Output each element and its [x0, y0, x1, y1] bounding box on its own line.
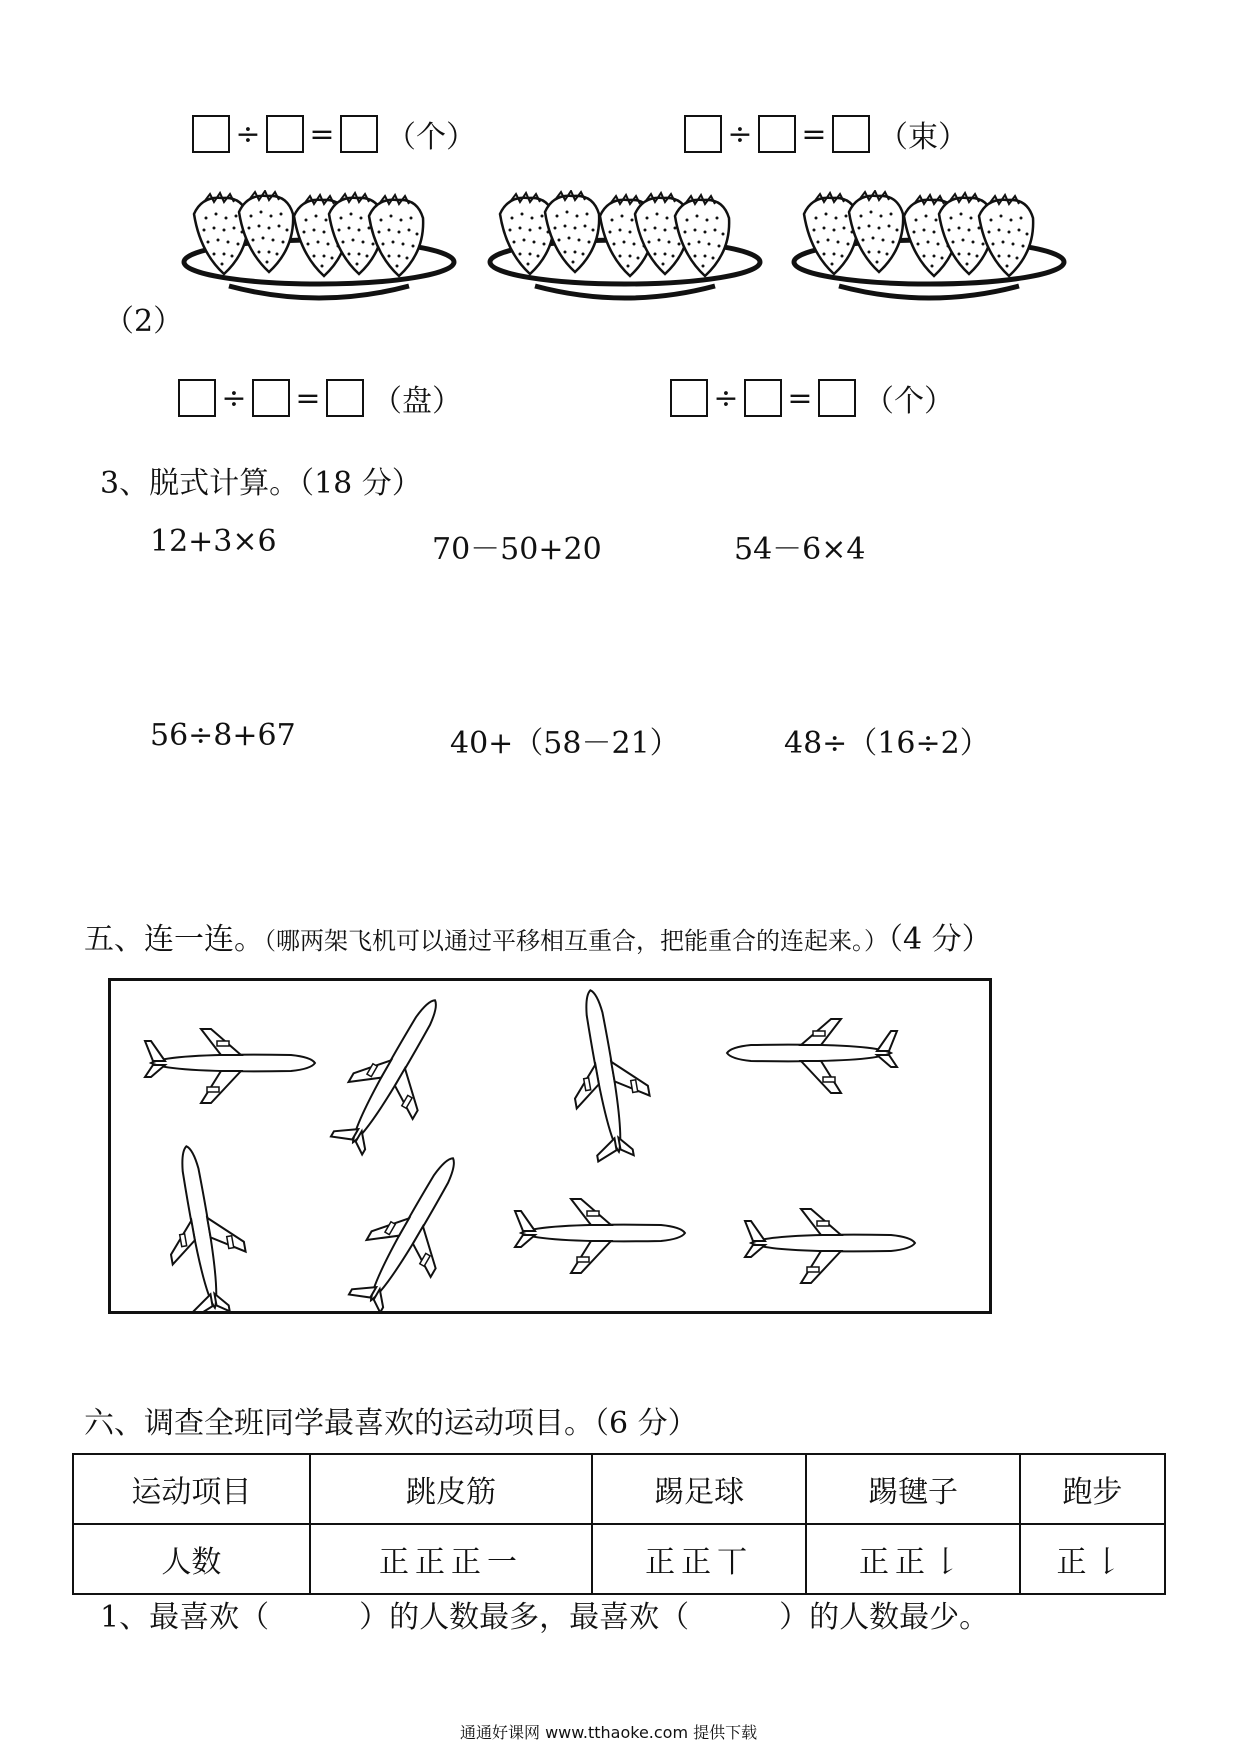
- answer-box[interactable]: [670, 379, 708, 417]
- division-equation-2: ÷ = （束）: [684, 112, 968, 156]
- answer-box[interactable]: [684, 115, 722, 153]
- section5-title: 五、连一连。: [84, 922, 264, 957]
- table-header-row: [73, 1454, 1165, 1524]
- unit-label: （盘）: [372, 384, 462, 419]
- section5-score: （4 分）: [888, 922, 992, 957]
- section5-heading: [84, 914, 992, 958]
- section6-question-1: 1、最喜欢（ ）的人数最多，最喜欢（ ）的人数最少。: [100, 1600, 990, 1635]
- calc-expression: 56÷8+67: [150, 718, 296, 753]
- airplane-3[interactable]: [557, 983, 659, 1163]
- calc-expression: 12+3×6: [150, 524, 277, 559]
- table-header-cell: 运动项目: [73, 1454, 310, 1524]
- answer-box[interactable]: [252, 379, 290, 417]
- airplane-5[interactable]: [153, 1139, 255, 1311]
- tally-cell: 正正丅: [592, 1524, 806, 1594]
- page-footer: 通通好课网 www.tthaoke.com 提供下载: [460, 1723, 758, 1742]
- airplane-7[interactable]: [515, 1199, 685, 1273]
- section3-title: 3、脱式计算。（18 分）: [100, 466, 422, 501]
- division-equation-1: ÷ = （个）: [192, 112, 476, 156]
- answer-box[interactable]: [192, 115, 230, 153]
- answer-box[interactable]: [326, 379, 364, 417]
- table-header-cell: 跑步: [1020, 1454, 1165, 1524]
- airplane-6[interactable]: [339, 1141, 488, 1311]
- answer-box[interactable]: [178, 379, 216, 417]
- tally-cell: 正𠄌: [1020, 1524, 1165, 1594]
- table-header-cell: 踢毽子: [806, 1454, 1020, 1524]
- airplane-2[interactable]: [321, 983, 470, 1167]
- answer-box[interactable]: [266, 115, 304, 153]
- answer-box[interactable]: [340, 115, 378, 153]
- airplane-8[interactable]: [745, 1209, 915, 1283]
- unit-label: （个）: [864, 384, 954, 419]
- airplane-1[interactable]: [145, 1029, 315, 1103]
- unit-label: （束）: [878, 120, 968, 155]
- strawberry-plates-illustration: [180, 190, 1080, 320]
- calc-expression: 54－6×4: [734, 532, 866, 567]
- calc-expression: 70－50+20: [432, 532, 602, 567]
- item-label: （2）: [104, 304, 184, 339]
- section5-note: （哪两架飞机可以通过平移相互重合，把能重合的连起来。）: [264, 927, 888, 955]
- survey-table: [72, 1453, 1166, 1595]
- table-header-cell: 踢足球: [592, 1454, 806, 1524]
- division-equation-4: ÷ = （个）: [670, 376, 954, 420]
- airplane-4[interactable]: [727, 1019, 897, 1093]
- answer-box[interactable]: [758, 115, 796, 153]
- unit-label: （个）: [386, 120, 476, 155]
- row-label: 人数: [73, 1524, 310, 1594]
- tally-cell: 正正𠄌: [806, 1524, 1020, 1594]
- division-equation-3: ÷ = （盘）: [178, 376, 462, 420]
- section6-title: 六、调查全班同学最喜欢的运动项目。（6 分）: [84, 1406, 698, 1441]
- calc-expression: 40+（58－21）: [450, 726, 680, 761]
- airplane-illustrations: [111, 981, 989, 1311]
- table-header-cell: 跳皮筋: [310, 1454, 593, 1524]
- tally-cell: 正正正一: [310, 1524, 593, 1594]
- answer-box[interactable]: [832, 115, 870, 153]
- answer-box[interactable]: [818, 379, 856, 417]
- table-row: [73, 1524, 1165, 1594]
- answer-box[interactable]: [744, 379, 782, 417]
- calc-expression: 48÷（16÷2）: [784, 726, 990, 761]
- airplane-frame: [108, 978, 992, 1314]
